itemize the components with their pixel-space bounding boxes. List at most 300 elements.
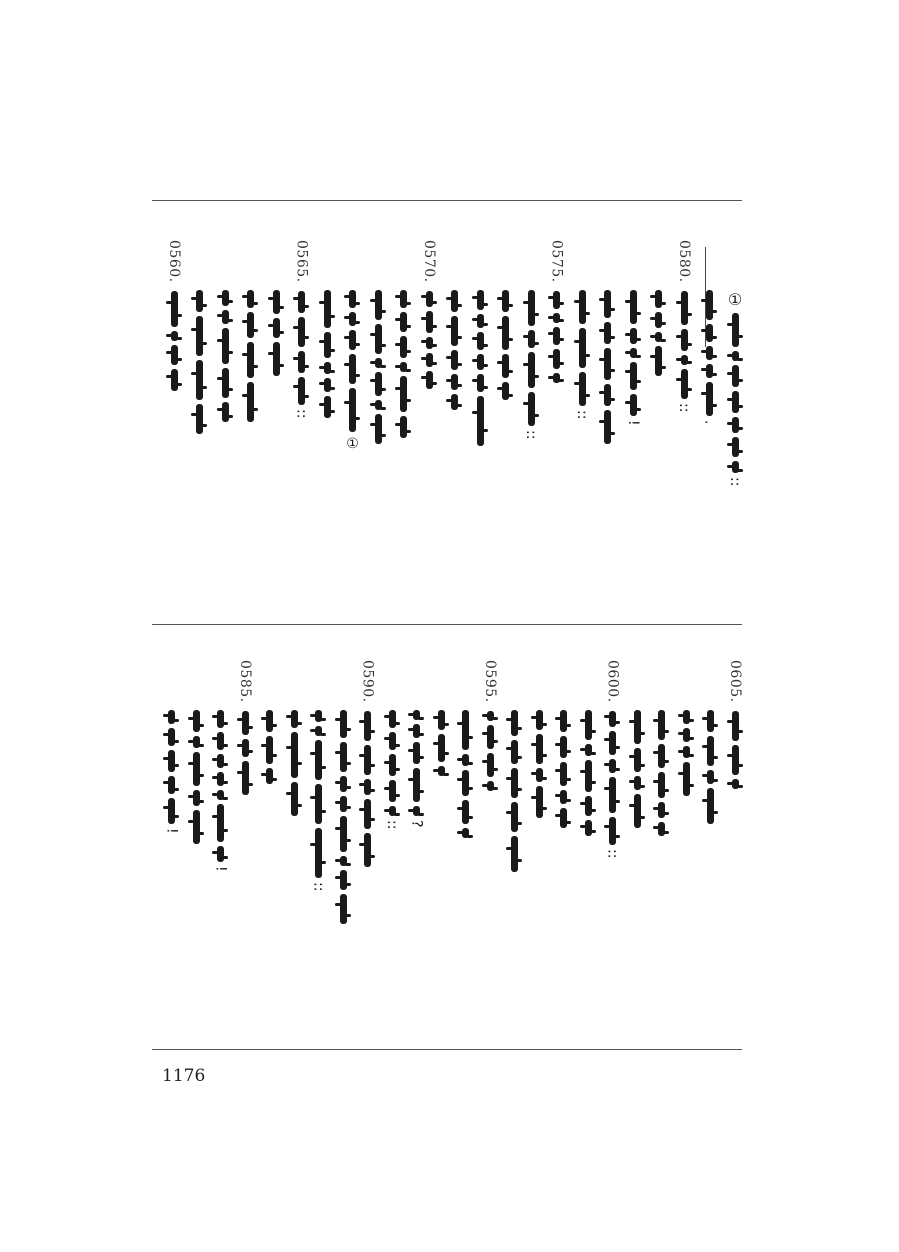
script-word (217, 754, 224, 768)
script-word (242, 761, 249, 795)
script-word (683, 710, 690, 724)
script-word (413, 768, 420, 802)
script-word (732, 745, 739, 775)
punctuation-mark: ? (408, 820, 425, 828)
script-word (732, 417, 739, 433)
script-word (413, 710, 420, 720)
mongolian-script-line (677, 291, 691, 412)
script-word (315, 710, 322, 722)
script-word (247, 312, 254, 338)
script-word (604, 384, 611, 406)
script-word (487, 781, 494, 791)
script-word (706, 290, 713, 320)
text-column (479, 660, 501, 791)
mongolian-script-line (222, 290, 229, 422)
script-word (389, 754, 396, 776)
script-word (609, 731, 616, 755)
mongolian-script-line (266, 710, 273, 784)
script-word (502, 290, 509, 312)
script-word (426, 353, 433, 367)
text-column (210, 660, 232, 872)
script-word (732, 351, 739, 361)
script-word (217, 804, 224, 842)
script-word (528, 352, 535, 388)
script-word (193, 736, 200, 748)
script-word (340, 870, 347, 890)
mongolian-script-line (524, 290, 538, 439)
mongolian-script-line (536, 710, 543, 818)
script-word (560, 762, 567, 786)
script-word (553, 291, 560, 309)
script-word (630, 348, 637, 358)
mongolian-script-line (604, 290, 611, 444)
text-column (240, 240, 262, 422)
script-word (630, 328, 637, 344)
script-word (707, 710, 714, 732)
script-word (681, 369, 688, 399)
mongolian-script-line (340, 710, 347, 924)
text-column (161, 660, 183, 834)
text-column (651, 660, 673, 836)
script-word (217, 846, 224, 862)
script-word (528, 392, 535, 426)
script-word (349, 388, 356, 432)
top-rule (152, 200, 742, 201)
script-word (681, 329, 688, 351)
text-column (185, 660, 207, 844)
script-word (340, 710, 347, 738)
script-word (477, 374, 484, 392)
script-word (247, 382, 254, 422)
text-column (444, 240, 466, 410)
mongolian-script-line (703, 290, 717, 424)
script-word (477, 354, 484, 370)
mongolian-script-line (606, 711, 620, 858)
script-word (217, 732, 224, 750)
script-word (340, 742, 347, 772)
script-word (487, 753, 494, 777)
script-word (579, 328, 586, 368)
script-word (681, 355, 688, 365)
script-word (604, 290, 611, 318)
line-number: 0595. (482, 660, 498, 703)
script-word (389, 806, 396, 816)
script-word (630, 362, 637, 390)
text-column (700, 660, 722, 824)
script-word (658, 772, 665, 798)
punctuation-mark: ! (212, 866, 229, 872)
script-word (324, 378, 331, 392)
script-word (553, 349, 560, 369)
text-column (724, 660, 746, 789)
script-word (247, 290, 254, 308)
script-word (400, 312, 407, 332)
script-word (462, 800, 469, 824)
script-word (634, 794, 641, 828)
script-word (324, 362, 331, 374)
script-word (349, 312, 356, 326)
script-word (349, 354, 356, 384)
script-word (315, 828, 322, 878)
script-word (528, 290, 535, 326)
script-word (732, 391, 739, 413)
script-word (511, 802, 518, 832)
script-word (732, 461, 739, 473)
mongolian-script-line (312, 710, 326, 891)
text-column (265, 240, 287, 376)
text-column (520, 240, 542, 439)
script-word (658, 744, 665, 768)
line-number: 0590. (359, 660, 376, 703)
script-word (655, 332, 662, 342)
script-word (706, 346, 713, 360)
script-word (400, 290, 407, 308)
script-word (426, 291, 433, 307)
script-word (413, 724, 420, 738)
mongolian-script-line (324, 290, 331, 418)
mongolian-script-line (400, 290, 407, 438)
script-word (196, 290, 203, 312)
script-word (451, 316, 458, 346)
mongolian-script-line (560, 710, 567, 828)
script-word (217, 772, 224, 786)
punctuation-mark: :: (574, 410, 590, 420)
punctuation-mark: :: (676, 402, 692, 413)
mongolian-script-line (410, 710, 424, 827)
script-word (273, 290, 280, 314)
script-word (222, 310, 229, 324)
script-word (438, 766, 445, 776)
text-column (393, 240, 415, 438)
text-column (406, 660, 428, 827)
script-word (502, 316, 509, 350)
script-word (585, 796, 592, 816)
text-column (259, 660, 281, 784)
script-word (585, 710, 592, 740)
mongolian-script-line (655, 290, 662, 376)
script-word (609, 711, 616, 727)
text-column (455, 660, 477, 838)
script-word (349, 290, 356, 308)
text-column (546, 240, 568, 383)
text-column (597, 240, 619, 444)
line-number: 0605. (727, 660, 743, 703)
script-word (364, 779, 371, 795)
text-column (308, 660, 330, 891)
script-word (291, 782, 298, 816)
mongolian-script-line (375, 290, 382, 444)
script-word (266, 736, 273, 764)
punctuation-mark: :: (523, 430, 539, 440)
script-word (579, 290, 586, 324)
script-word (487, 711, 494, 721)
script-word (536, 768, 543, 782)
text-column (357, 660, 379, 867)
script-word (604, 410, 611, 444)
text-column (626, 660, 648, 828)
script-word (655, 312, 662, 328)
script-word (658, 822, 665, 836)
mongolian-script-line (626, 290, 640, 426)
mongolian-script-line (273, 290, 280, 376)
script-word (222, 368, 229, 398)
mongolian-script-line (634, 710, 641, 828)
text-column (283, 660, 305, 816)
script-word (462, 828, 469, 838)
mongolian-script-line (451, 290, 458, 410)
punctuation-mark: ! (625, 420, 641, 426)
script-word (375, 400, 382, 410)
script-word (193, 710, 200, 732)
script-word (634, 710, 641, 744)
script-word (298, 317, 305, 347)
bottom-rule (152, 1049, 742, 1050)
punctuation-mark: :: (604, 848, 621, 859)
script-word (291, 732, 298, 778)
line-number: 0575. (548, 240, 565, 283)
page-number: 1176 (162, 1066, 206, 1086)
script-word (706, 364, 713, 378)
mongolian-script-line (575, 290, 589, 419)
script-word (222, 402, 229, 422)
script-word (168, 798, 175, 824)
text-column (528, 660, 550, 818)
line-number: 0580. (676, 240, 692, 283)
script-word (585, 820, 592, 836)
mongolian-script-line (477, 290, 484, 446)
script-word (196, 360, 203, 400)
footnote-marker: ① (727, 290, 743, 309)
script-word (168, 710, 175, 724)
script-word (553, 373, 560, 383)
script-word (707, 770, 714, 784)
script-word (315, 784, 322, 824)
script-word (706, 382, 713, 416)
script-word (400, 336, 407, 358)
text-column (367, 240, 389, 444)
mongolian-script-line (295, 291, 309, 418)
mongolian-script-line (291, 710, 298, 816)
script-word (349, 330, 356, 350)
script-word (242, 739, 249, 757)
line-number: 0565. (293, 240, 310, 283)
punctuation-mark: ① (344, 436, 361, 452)
script-word (609, 777, 616, 813)
mongolian-script-line (171, 291, 178, 391)
script-word (171, 369, 178, 391)
script-word (389, 732, 396, 750)
script-word (193, 790, 200, 806)
script-word (266, 710, 273, 732)
script-word (681, 291, 688, 325)
mongolian-script-line (658, 710, 665, 836)
script-word (658, 802, 665, 818)
script-word (634, 776, 641, 790)
script-word (451, 374, 458, 390)
script-word (655, 290, 662, 308)
mongolian-script-line (346, 290, 360, 452)
script-word (273, 342, 280, 376)
mongolian-script-line (242, 711, 249, 795)
script-word (375, 290, 382, 320)
line-number: 0585. (237, 660, 253, 703)
script-word (560, 808, 567, 828)
script-word (171, 345, 178, 365)
script-word (462, 754, 469, 766)
script-word (630, 394, 637, 416)
text-column (577, 660, 599, 836)
mongolian-script-line (707, 710, 714, 824)
mongolian-script-line (585, 710, 592, 836)
text-column (418, 240, 440, 389)
script-word (168, 750, 175, 772)
script-word (511, 710, 518, 736)
script-word (438, 734, 445, 762)
text-column (342, 240, 364, 452)
script-word (171, 331, 178, 341)
script-word (462, 710, 469, 750)
script-word (630, 290, 637, 324)
mongolian-script-line (214, 710, 228, 872)
mongolian-script-line (165, 710, 179, 834)
script-word (451, 290, 458, 312)
punctuation-mark: :: (384, 820, 400, 830)
script-word (298, 291, 305, 313)
script-word (315, 740, 322, 780)
script-word (438, 710, 445, 730)
script-word (609, 817, 616, 845)
mongolian-script-line (511, 710, 518, 872)
script-word (273, 318, 280, 338)
script-word (413, 806, 420, 816)
script-word (462, 770, 469, 796)
punctuation-mark: :: (310, 882, 327, 892)
script-word (426, 337, 433, 349)
script-word (196, 316, 203, 356)
text-column (381, 660, 403, 829)
text-column (234, 660, 256, 795)
script-word (707, 736, 714, 766)
text-column (553, 660, 575, 828)
script-word (196, 404, 203, 434)
script-word (451, 394, 458, 410)
script-word (511, 836, 518, 872)
script-word (389, 780, 396, 802)
text-column (163, 240, 185, 391)
script-word (732, 365, 739, 387)
script-word (511, 768, 518, 798)
script-word (732, 779, 739, 789)
script-word (413, 742, 420, 764)
text-column (724, 240, 746, 486)
script-word (291, 710, 298, 728)
text-column (430, 660, 452, 776)
script-word (634, 748, 641, 772)
script-word (324, 396, 331, 418)
script-word (426, 371, 433, 389)
text-column (189, 240, 211, 434)
script-word (171, 291, 178, 327)
script-word (528, 330, 535, 348)
script-word (502, 382, 509, 400)
script-word (609, 759, 616, 773)
script-word (477, 396, 484, 446)
script-word (655, 346, 662, 376)
mongolian-script-line (487, 711, 494, 791)
script-word (732, 437, 739, 457)
script-word (683, 728, 690, 742)
script-word (364, 799, 371, 829)
script-word (324, 332, 331, 358)
script-word (451, 350, 458, 370)
text-column (675, 660, 697, 796)
text-column (673, 240, 695, 412)
text-column (316, 240, 338, 418)
text-column (495, 240, 517, 400)
script-word (707, 788, 714, 824)
script-word (340, 894, 347, 924)
line-number: 0570. (421, 240, 437, 283)
script-word (560, 736, 567, 758)
script-word (732, 313, 739, 347)
script-word (536, 734, 543, 764)
mongolian-script-line (438, 710, 445, 776)
script-word (477, 314, 484, 328)
script-word (340, 816, 347, 852)
script-word (242, 711, 249, 735)
script-word (604, 322, 611, 344)
mongolian-script-line (364, 711, 371, 867)
mongolian-script-line (553, 291, 560, 383)
script-word (222, 328, 229, 364)
script-word (364, 745, 371, 775)
script-word (553, 327, 560, 345)
script-word (585, 744, 592, 756)
text-column (214, 240, 236, 422)
mongolian-script-line (732, 711, 739, 789)
mongolian-script-line (196, 290, 203, 434)
script-word (375, 414, 382, 444)
script-word (222, 290, 229, 306)
script-word (168, 728, 175, 746)
script-word (247, 342, 254, 378)
script-word (683, 746, 690, 758)
script-word (400, 416, 407, 438)
script-word (400, 362, 407, 372)
script-word (340, 796, 347, 812)
script-word (364, 711, 371, 741)
text-column (291, 240, 313, 418)
text-column (699, 240, 721, 424)
script-word (732, 711, 739, 741)
script-word (193, 810, 200, 844)
mongolian-script-line (683, 710, 690, 796)
script-word (536, 786, 543, 818)
script-word (364, 833, 371, 867)
script-word (511, 740, 518, 764)
script-word (658, 710, 665, 740)
script-word (477, 332, 484, 350)
script-word (477, 290, 484, 310)
punctuation-mark: :: (727, 477, 743, 487)
script-word (340, 856, 347, 866)
mongolian-script-line (247, 290, 254, 422)
line-number: 0560. (166, 240, 182, 283)
mongolian-script-line (426, 291, 433, 389)
text-column (469, 240, 491, 446)
script-word (560, 710, 567, 732)
script-word (217, 710, 224, 728)
